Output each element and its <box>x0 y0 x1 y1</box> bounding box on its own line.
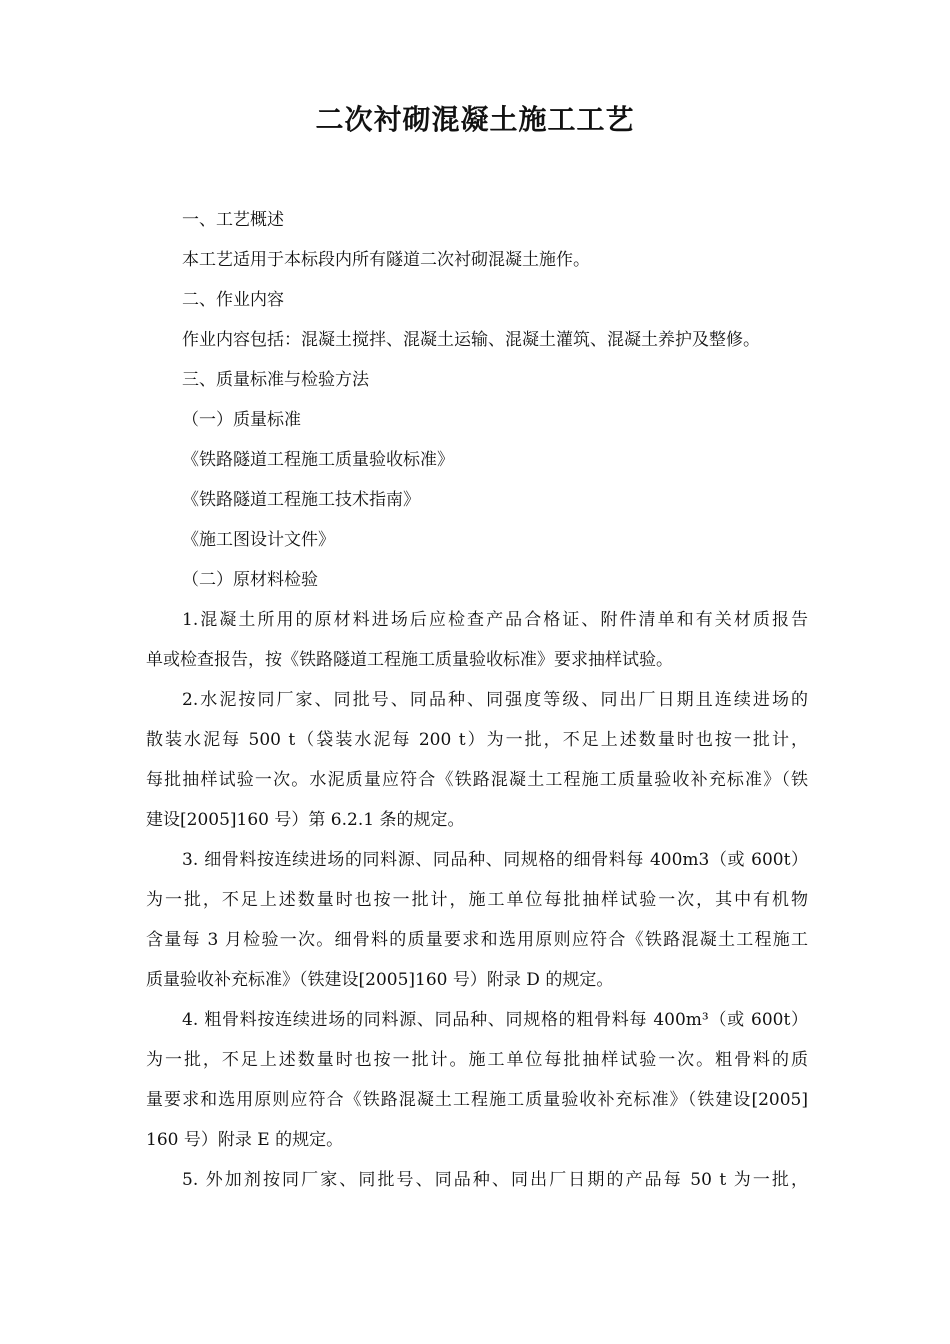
standard-reference-design: 《施工图设计文件》 <box>182 530 335 550</box>
item-3-line-1: 3. 细骨料按连续进场的同料源、同品种、同规格的细骨料每 400m3（或 600t） <box>182 850 808 870</box>
standard-reference-guide: 《铁路隧道工程施工技术指南》 <box>182 490 420 510</box>
item-4-line-1: 4. 粗骨料按连续进场的同料源、同品种、同规格的粗骨料每 400m³（或 600t） <box>182 1010 808 1030</box>
item-1-line-1: 1.混凝土所用的原材料进场后应检查产品合格证、附件清单和有关材质报告 <box>182 610 808 630</box>
item-1-line-2: 单或检查报告，按《铁路隧道工程施工质量验收标准》要求抽样试验。 <box>146 650 673 670</box>
paragraph-scope: 本工艺适用于本标段内所有隧道二次衬砌混凝土施作。 <box>182 250 590 270</box>
item-4-line-2: 为一批，不足上述数量时也按一批计。施工单位每批抽样试验一次。粗骨料的质 <box>146 1050 808 1070</box>
item-3-line-4: 质量验收补充标准》（铁建设[2005]160 号）附录 D 的规定。 <box>146 970 614 990</box>
subsection-heading-material-inspection: （二）原材料检验 <box>182 570 318 590</box>
item-5-line-1: 5. 外加剂按同厂家、同批号、同品种、同出厂日期的产品每 50 t 为一批， <box>182 1170 808 1190</box>
item-2-line-3: 每批抽样试验一次。水泥质量应符合《铁路混凝土工程施工质量验收补充标准》（铁 <box>146 770 808 790</box>
document-body <box>146 200 808 1200</box>
item-2-line-4: 建设[2005]160 号）第 6.2.1 条的规定。 <box>146 810 465 830</box>
document-title: 二次衬砌混凝土施工工艺 <box>315 103 635 136</box>
section-heading-quality: 三、质量标准与检验方法 <box>182 370 369 390</box>
section-heading-work-content: 二、作业内容 <box>182 290 284 310</box>
paragraph-work-content: 作业内容包括：混凝土搅拌、混凝土运输、混凝土灌筑、混凝土养护及整修。 <box>182 330 760 350</box>
item-2-line-2: 散装水泥每 500 t（袋装水泥每 200 t）为一批，不足上述数量时也按一批计， <box>146 730 808 750</box>
item-4-line-4: 160 号）附录 E 的规定。 <box>146 1130 344 1150</box>
section-heading-overview: 一、工艺概述 <box>182 210 284 230</box>
item-3-line-3: 含量每 3 月检验一次。细骨料的质量要求和选用原则应符合《铁路混凝土工程施工 <box>146 930 808 950</box>
item-3-line-2: 为一批，不足上述数量时也按一批计，施工单位每批抽样试验一次，其中有机物 <box>146 890 808 910</box>
item-2-line-1: 2.水泥按同厂家、同批号、同品种、同强度等级、同出厂日期且连续进场的 <box>182 690 808 710</box>
item-4-line-3: 量要求和选用原则应符合《铁路混凝土工程施工质量验收补充标准》（铁建设[2005] <box>146 1090 808 1110</box>
subsection-heading-quality-standard: （一）质量标准 <box>182 410 301 430</box>
standard-reference-acceptance: 《铁路隧道工程施工质量验收标准》 <box>182 450 454 470</box>
